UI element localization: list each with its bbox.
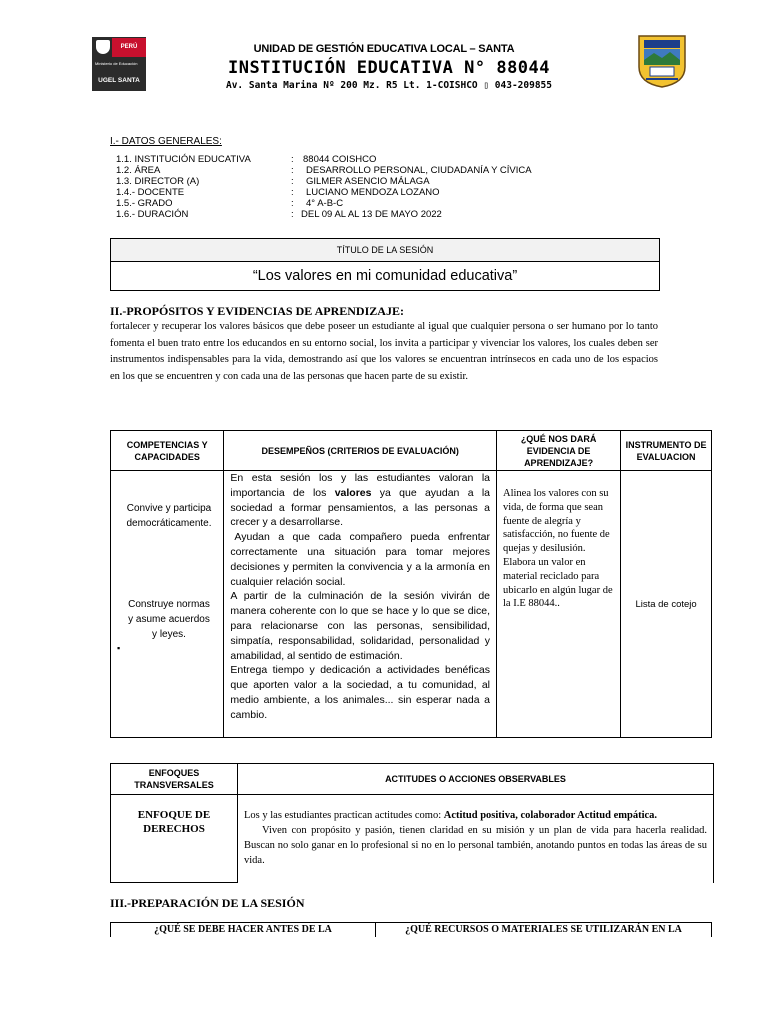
datos-label: 1.5.- GRADO [116, 198, 173, 209]
section-3-heading: III.-PREPARACIÓN DE LA SESIÓN [110, 896, 305, 910]
session-title: “Los valores en mi comunidad educativa” [252, 268, 518, 284]
datos-colon: : [291, 198, 294, 209]
desempeno-text: En esta sesión los y las estudiantes valoran la importancia de los [230, 472, 490, 499]
competencia-item: Convive y participa democráticamente. [126, 503, 212, 529]
session-title-box [110, 238, 660, 291]
evidencia-cell [497, 471, 621, 738]
enfoque-cell: ENFOQUE DE DERECHOS [111, 795, 238, 883]
desempeno-paragraph: A partir de la culminación de la sesión vivirán de manera coherente con lo que se hace y lo que se dice, para relacionarse con las personas, sensibilidad, simpatía, responsabilidad, solidaridad, personalidad y amabilidad, al sentido de estimación. [230, 590, 490, 662]
col-header-recursos: ¿QUÉ RECURSOS O MATERIALES SE UTILIZARÁN EN LA [376, 923, 712, 938]
logo-country: PERÚ [112, 38, 146, 57]
enfoques-table [110, 763, 714, 883]
datos-colon: : [291, 187, 294, 198]
desempeno-bold: valores [334, 486, 372, 499]
table-row [111, 795, 714, 883]
table-header-row [111, 923, 712, 938]
desempenos-cell [224, 471, 497, 738]
actitudes-cell [238, 795, 714, 883]
datos-value: GILMER ASENCIO MÁLAGA [306, 176, 430, 187]
desempeno-paragraph: Entrega tiempo y dedicación a actividades benéficas que aporten valor a la sociedad, a tu comunidad, al medio ambiente, a los animales... sin esperar nada a cambio. [230, 664, 490, 721]
session-title-heading: TÍTULO DE LA SESIÓN [111, 239, 659, 262]
desempeno-paragraph [230, 471, 490, 530]
actitud-bold: Actitud positiva, colaborador Actitud empática. [443, 810, 658, 821]
competencia-item: Construye normas y asume acuerdos y leyes. [128, 599, 210, 640]
datos-value: LUCIANO MENDOZA LOZANO [306, 187, 440, 198]
competencias-table [110, 430, 712, 738]
evidencia-item: Elabora un valor en material reciclado para ubicarlo en algún lugar de la I.E 88044.. [503, 556, 613, 610]
datos-label: 1.2. ÁREA [116, 165, 161, 176]
datos-colon: : [291, 154, 294, 165]
table-header-row [111, 764, 714, 795]
bullet-icon: ▪ [117, 643, 121, 653]
actitud-paragraph: Viven con propósito y pasión, tienen claridad en su misión y un plan de vida para hacerla realidad. Buscan no solo ganar en lo profesional si no en lo personal también, anotando puntos en todas las áreas de su vida. [244, 825, 707, 866]
competencias-cell [111, 471, 224, 738]
datos-label: 1.4.- DOCENTE [116, 187, 185, 198]
col-header-enfoques: ENFOQUES TRANSVERSALES [111, 764, 238, 795]
datos-label: 1.1. INSTITUCIÓN EDUCATIVA [116, 154, 251, 165]
logo-unit: UGEL SANTA [98, 77, 140, 84]
datos-value: DEL 09 AL AL 13 DE MAYO 2022 [301, 209, 442, 220]
section-2-heading: II.-PROPÓSITOS Y EVIDENCIAS DE APRENDIZAJE: [110, 304, 404, 318]
logo-ministry: Ministerio de Educación [95, 61, 138, 66]
actitud-text: Los y las estudiantes practican actitudes como: [244, 810, 444, 821]
datos-colon: : [291, 209, 294, 220]
col-header-evidencia: ¿QUÉ NOS DARÁ EVIDENCIA DE APRENDIZAJE? [497, 431, 621, 471]
desempeno-paragraph: Ayudan a que cada compañero pueda enfrentar correctamente una situación para tomar mejores decisiones y permiten la convivencia y a la armonía en cualquier relación social. [230, 531, 490, 588]
school-crest-icon [636, 33, 688, 89]
datos-value: DESARROLLO PERSONAL, CIUDADANÍA Y CÍVICA [306, 165, 532, 176]
section-2-paragraph: fortalecer y recuperar los valores básicos que debe poseer un estudiante al igual que cualquier persona o ser humano por lo tanto fomenta el buen trato entre los educandos en su entorno social, los invita a participar y vivenciar los valores, los cuales deben ser instrumentos indispensables para la vida, demostrando así que los valores se encuentran intrínsecos en cada uno de los espacios en los que se encuentren y con cada una de las personas que hacen parte de su existir. [110, 321, 658, 382]
datos-value: 88044 COISHCO [303, 154, 377, 165]
datos-label: 1.3. DIRECTOR (A) [116, 176, 200, 187]
school-name: INSTITUCIÓN EDUCATIVA N° 88044 [227, 58, 551, 78]
datos-colon: : [291, 176, 294, 187]
col-header-competencias: COMPETENCIAS Y CAPACIDADES [111, 431, 224, 471]
datos-value: 4° A-B-C [306, 198, 344, 209]
datos-colon: : [291, 165, 294, 176]
datos-label: 1.6.- DURACIÓN [116, 209, 189, 220]
col-header-instrumento: INSTRUMENTO DE EVALUACION [621, 431, 712, 471]
col-header-antes: ¿QUÉ SE DEBE HACER ANTES DE LA [111, 923, 376, 938]
evidencia-item: Alinea los valores con su vida, de forma que sean fuente de alegría y satisfacción, no fuente de quejas y desilusión. [503, 488, 610, 555]
school-address: Av. Santa Marina Nº 200 Mz. R5 Lt. 1-COISHCO ▯ 043-209855 [225, 80, 552, 91]
col-header-desempenos: DESEMPEÑOS (CRITERIOS DE EVALUACIÓN) [224, 431, 497, 471]
header-line-1: UNIDAD DE GESTIÓN EDUCATIVA LOCAL – SANTA [253, 43, 515, 55]
table-header-row [111, 431, 712, 471]
actitud-paragraph [244, 799, 707, 823]
desempeno-text: ya que ayudan a la sociedad a formar pensamientos, a las personas a crecer y a desarrollarse. [230, 486, 490, 529]
instrumento-cell: Lista de cotejo [621, 471, 712, 738]
datos-generales-heading: I.- DATOS GENERALES: [110, 136, 222, 147]
col-header-actitudes: ACTITUDES O ACCIONES OBSERVABLES [238, 764, 714, 795]
table-row [111, 471, 712, 738]
preparacion-table [110, 922, 712, 937]
